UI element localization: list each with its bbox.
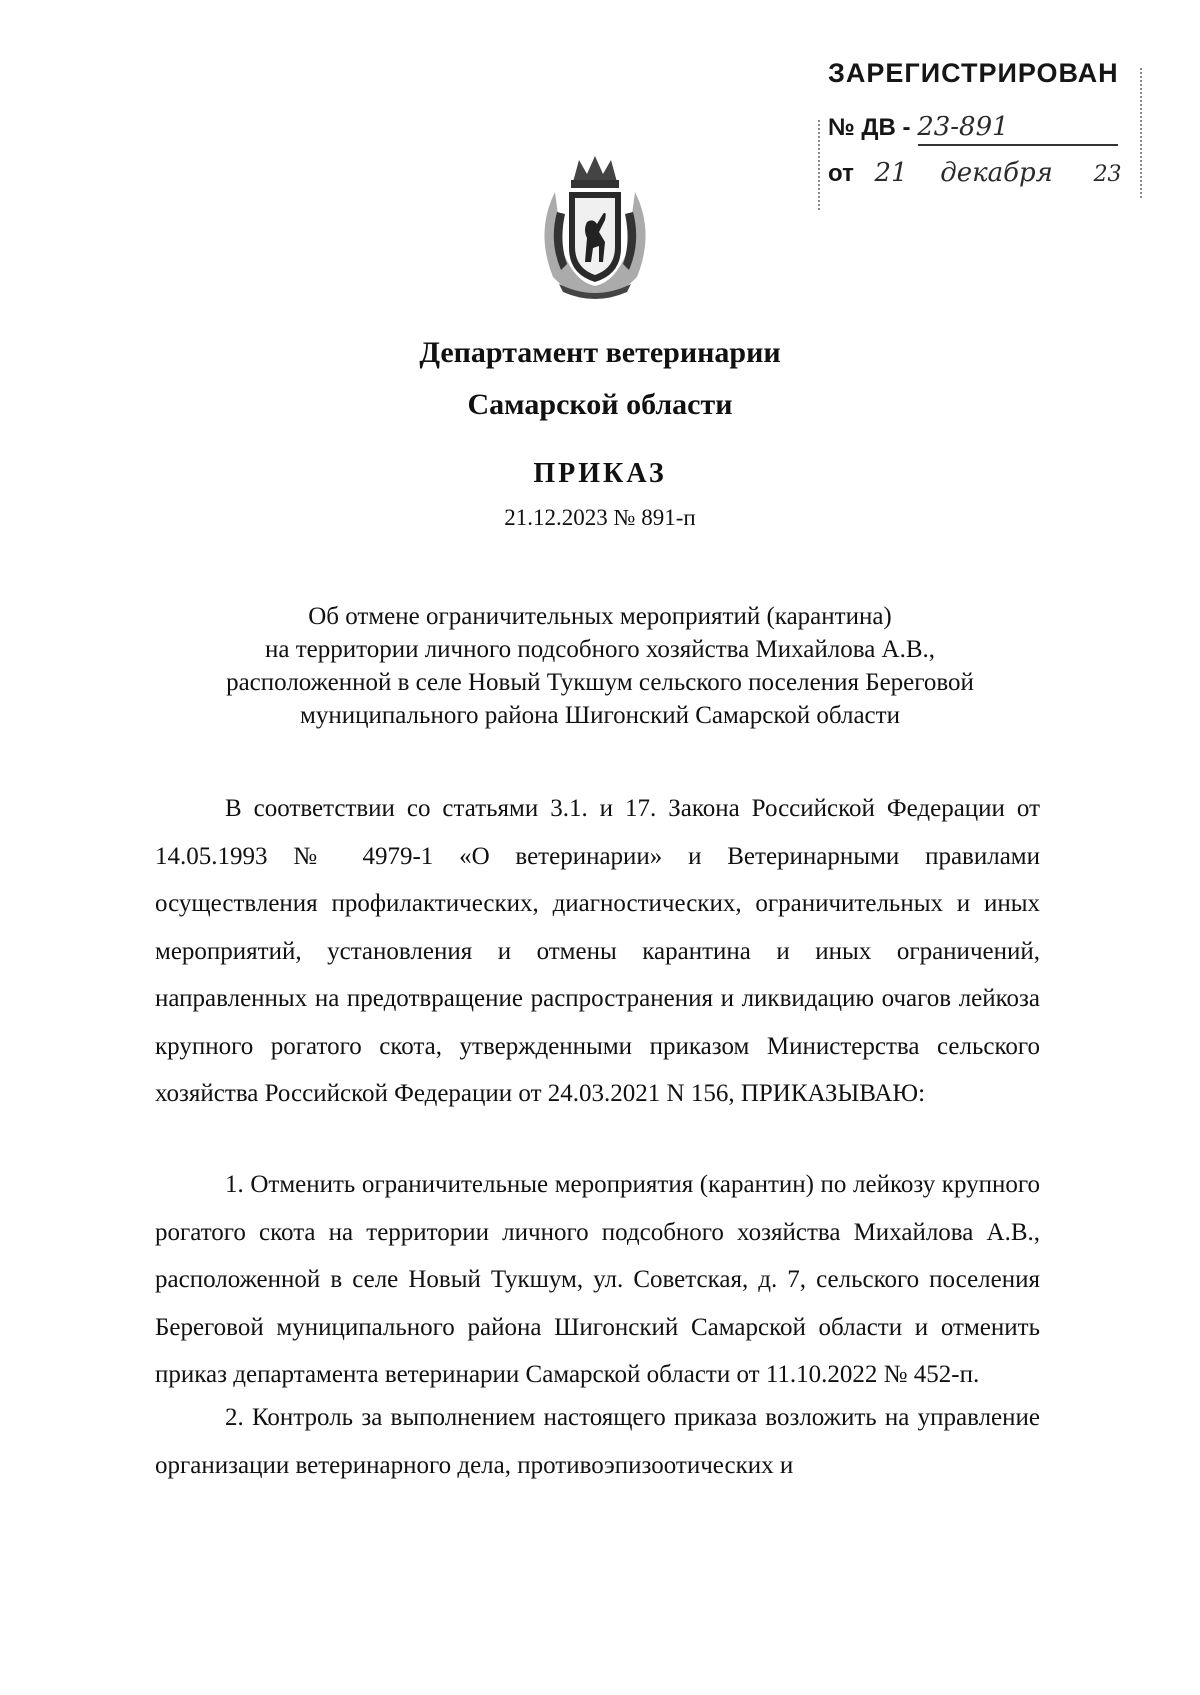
stamp-number-label: № ДВ - — [828, 114, 911, 141]
subject-line-2: на территории личного подсобного хозяйства Михайлова А.В., — [264, 636, 936, 663]
preamble-paragraph: В соответствии со статьями 3.1. и 17. Закона Российской Федерации от 14.05.1993 № 4979-1 «О ветеринарии» и Ветеринарными правилами осуществления профилактических, диагностических, ограничительных и иных мероприятий, установления и отмены карантина и иных ограничений, направленных на предотвращение распространения и ликвидацию очагов лейкоза крупного рогатого скота, утвержденными приказом Министерства сельского хозяйства Российской Федерации от 24.03.2021 N 156, ПРИКАЗЫВАЮ: — [155, 795, 1040, 1107]
subject-line-1: Об отмене ограничительных мероприятий (карантина) — [308, 603, 892, 630]
stamp-date-month: декабря — [940, 158, 1053, 188]
department-line-2: Самарской области — [467, 388, 733, 421]
stamp-number-handwritten: 23-891 — [917, 112, 1009, 142]
department-line-1: Департамент ветеринарии — [419, 336, 781, 369]
department-name — [0, 327, 1200, 431]
subject-line-3: расположенной в селе Новый Тукшум сельского поселения Береговой — [226, 669, 974, 696]
stamp-left-edge — [818, 120, 820, 210]
order-item-2: 2. Контроль за выполнением настоящего приказа возложить на управление организации ветеринарного дела, противоэпизоотических и — [155, 1404, 1040, 1479]
doc-subject — [0, 600, 1200, 732]
stamp-date-year: 23 — [1093, 162, 1122, 187]
doc-type-title: ПРИКАЗ — [533, 458, 667, 489]
stamp-number-row — [828, 112, 1009, 142]
stamp-date-row — [828, 158, 1122, 188]
doc-date-number: 21.12.2023 № 891-п — [504, 505, 696, 530]
stamp-right-edge — [1140, 68, 1142, 198]
order-item-1: 1. Отменить ограничительные мероприятия (карантин) по лейкозу крупного рогатого скота на территории личного подсобного хозяйства Михайлова А.В., расположенной в селе Новый Тукшум, ул. Советская, д. 7, сельского поселения Береговой муниципального района Шигонский Самарской области и отменить приказ департамента ветеринарии Самарской области от 11.10.2022 № 452-п. — [155, 1171, 1040, 1388]
subject-line-4: муниципального района Шигонский Самарской области — [300, 702, 900, 729]
samara-coat-of-arms-icon — [535, 152, 655, 302]
stamp-number-underline — [918, 144, 1118, 146]
stamp-date-day: 21 — [874, 158, 908, 188]
stamp-title: ЗАРЕГИСТРИРОВАН — [828, 58, 1119, 88]
stamp-date-label: от — [828, 160, 854, 187]
